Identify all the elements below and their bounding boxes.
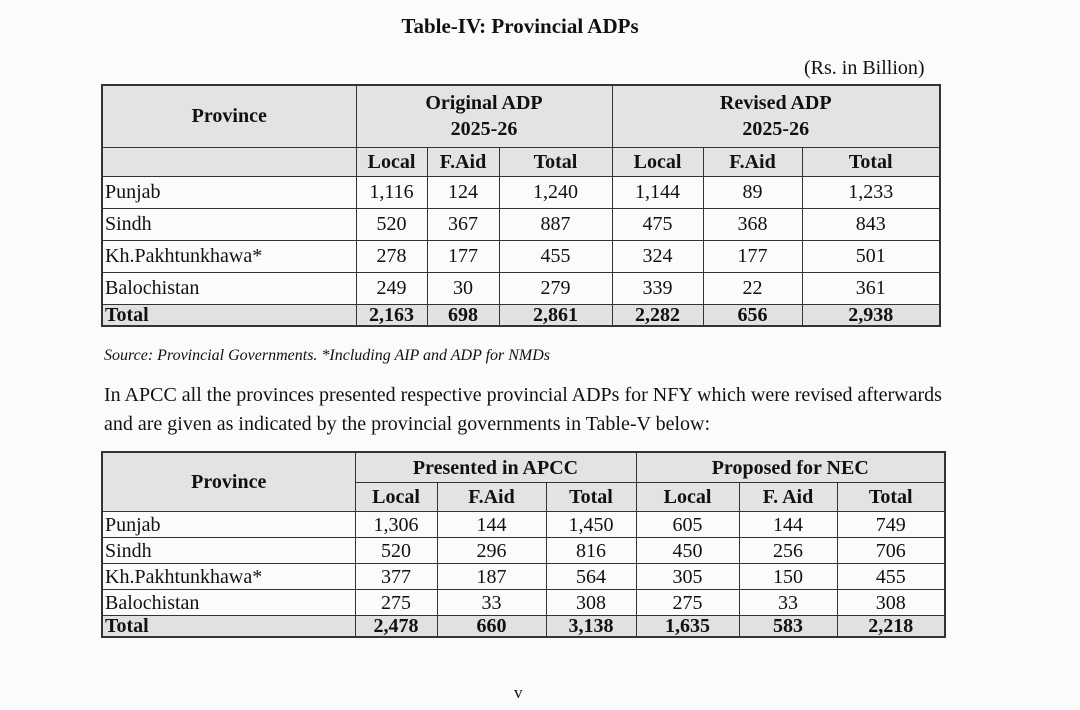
value-cell: 1,306 <box>355 512 437 538</box>
subheader-local: Local <box>356 147 427 176</box>
value-cell: 660 <box>437 616 546 638</box>
value-cell: 2,282 <box>612 304 703 326</box>
value-cell: 177 <box>427 240 499 272</box>
value-cell: 1,233 <box>802 176 940 208</box>
value-cell: 22 <box>703 272 802 304</box>
value-cell: 377 <box>355 564 437 590</box>
value-cell: 305 <box>636 564 739 590</box>
value-cell: 368 <box>703 208 802 240</box>
value-cell: 1,450 <box>546 512 636 538</box>
province-cell: Total <box>102 616 355 638</box>
presented-apcc-header: Presented in APCC <box>355 452 636 483</box>
source-note: Source: Provincial Governments. *Including AIP and ADP for NMDs <box>104 347 551 364</box>
value-cell: 30 <box>427 272 499 304</box>
value-cell: 698 <box>427 304 499 326</box>
subheader-faid: F.Aid <box>703 147 802 176</box>
table-row <box>102 538 945 564</box>
total-row <box>102 616 945 638</box>
province-cell: Sindh <box>102 538 355 564</box>
table-row <box>102 208 940 240</box>
body-paragraph: In APCC all the provinces presented respective provincial ADPs for NFY which were revised afterwards and are given as indicated by the provincial governments in Table-V below: <box>104 384 942 435</box>
value-cell: 1,116 <box>356 176 427 208</box>
table-row <box>102 240 940 272</box>
value-cell: 33 <box>739 590 837 616</box>
value-cell: 144 <box>437 512 546 538</box>
value-cell: 3,138 <box>546 616 636 638</box>
value-cell: 843 <box>802 208 940 240</box>
province-cell: Balochistan <box>102 272 356 304</box>
value-cell: 2,861 <box>499 304 612 326</box>
province-header: Province <box>102 452 355 512</box>
value-cell: 367 <box>427 208 499 240</box>
table-row <box>102 564 945 590</box>
value-cell: 296 <box>437 538 546 564</box>
value-cell: 275 <box>355 590 437 616</box>
subheader-total: Total <box>837 483 945 512</box>
value-cell: 150 <box>739 564 837 590</box>
value-cell: 2,163 <box>356 304 427 326</box>
value-cell: 564 <box>546 564 636 590</box>
subheader-faid: F. Aid <box>739 483 837 512</box>
value-cell: 450 <box>636 538 739 564</box>
value-cell: 308 <box>546 590 636 616</box>
value-cell: 144 <box>739 512 837 538</box>
subheader-total: Total <box>499 147 612 176</box>
value-cell: 279 <box>499 272 612 304</box>
value-cell: 249 <box>356 272 427 304</box>
province-cell: Kh.Pakhtunkhawa* <box>102 240 356 272</box>
value-cell: 816 <box>546 538 636 564</box>
province-cell: Sindh <box>102 208 356 240</box>
province-cell: Total <box>102 304 356 326</box>
table-row <box>102 176 940 208</box>
value-cell: 887 <box>499 208 612 240</box>
value-cell: 308 <box>837 590 945 616</box>
value-cell: 1,635 <box>636 616 739 638</box>
unit-note: (Rs. in Billion) <box>804 57 925 79</box>
blank-header-cell <box>102 147 356 176</box>
value-cell: 2,218 <box>837 616 945 638</box>
page-title: Table-IV: Provincial ADPs <box>401 14 639 38</box>
value-cell: 605 <box>636 512 739 538</box>
province-cell: Kh.Pakhtunkhawa* <box>102 564 355 590</box>
province-cell: Balochistan <box>102 590 355 616</box>
value-cell: 278 <box>356 240 427 272</box>
province-cell: Punjab <box>102 512 355 538</box>
subheader-faid: F.Aid <box>427 147 499 176</box>
value-cell: 324 <box>612 240 703 272</box>
value-cell: 520 <box>356 208 427 240</box>
subheader-local: Local <box>612 147 703 176</box>
value-cell: 475 <box>612 208 703 240</box>
table-row <box>102 590 945 616</box>
value-cell: 187 <box>437 564 546 590</box>
page-number: v <box>514 683 523 702</box>
value-cell: 1,144 <box>612 176 703 208</box>
value-cell: 455 <box>499 240 612 272</box>
value-cell: 339 <box>612 272 703 304</box>
province-header: Province <box>102 85 356 147</box>
value-cell: 124 <box>427 176 499 208</box>
value-cell: 520 <box>355 538 437 564</box>
value-cell: 177 <box>703 240 802 272</box>
provincial-adp-revision-table <box>101 451 946 638</box>
value-cell: 275 <box>636 590 739 616</box>
revised-adp-header: Revised ADP 2025-26 <box>612 85 940 147</box>
table-row <box>102 512 945 538</box>
value-cell: 455 <box>837 564 945 590</box>
value-cell: 706 <box>837 538 945 564</box>
value-cell: 1,240 <box>499 176 612 208</box>
value-cell: 2,478 <box>355 616 437 638</box>
provincial-adp-table <box>101 84 941 327</box>
subheader-local: Local <box>636 483 739 512</box>
value-cell: 749 <box>837 512 945 538</box>
subheader-total: Total <box>802 147 940 176</box>
value-cell: 583 <box>739 616 837 638</box>
subheader-local: Local <box>355 483 437 512</box>
value-cell: 501 <box>802 240 940 272</box>
table-row <box>102 272 940 304</box>
value-cell: 256 <box>739 538 837 564</box>
proposed-nec-header: Proposed for NEC <box>636 452 945 483</box>
subheader-faid: F.Aid <box>437 483 546 512</box>
value-cell: 33 <box>437 590 546 616</box>
value-cell: 2,938 <box>802 304 940 326</box>
value-cell: 361 <box>802 272 940 304</box>
subheader-total: Total <box>546 483 636 512</box>
value-cell: 89 <box>703 176 802 208</box>
total-row <box>102 304 940 326</box>
value-cell: 656 <box>703 304 802 326</box>
original-adp-header: Original ADP 2025-26 <box>356 85 612 147</box>
province-cell: Punjab <box>102 176 356 208</box>
